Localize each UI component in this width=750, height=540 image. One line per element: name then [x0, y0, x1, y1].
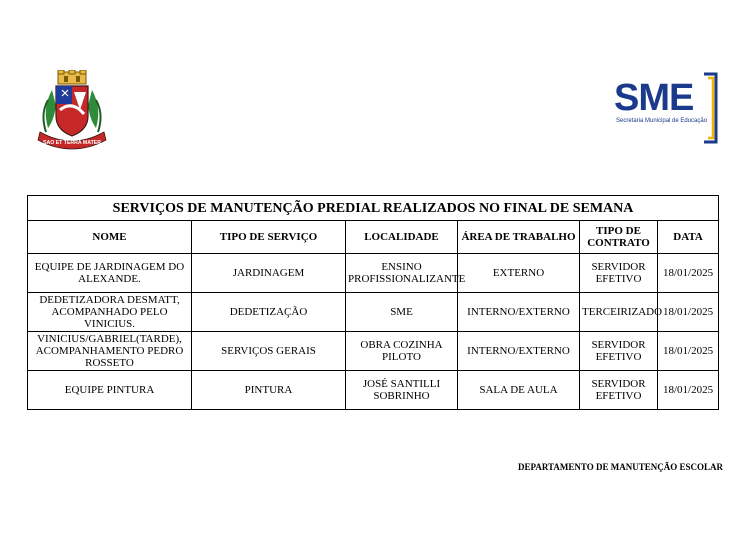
- cell-tipo-servico: JARDINAGEM: [192, 254, 346, 293]
- cell-tipo-servico: DEDETIZAÇÃO: [192, 293, 346, 332]
- cell-localidade: OBRA COZINHA PILOTO: [346, 332, 458, 371]
- sme-logo: [610, 70, 720, 144]
- cell-nome: DEDETIZADORA DESMATT, ACOMPANHADO PELO VINICIUS.: [28, 293, 192, 332]
- cell-data: 18/01/2025: [658, 371, 719, 410]
- header-localidade: LOCALIDADE: [346, 221, 458, 254]
- table-header-row: [28, 221, 719, 254]
- header-data: DATA: [658, 221, 719, 254]
- table-row: [28, 293, 719, 332]
- cell-tipo-contrato: SERVIDOR EFETIVO: [580, 371, 658, 410]
- cell-tipo-contrato: SERVIDOR EFETIVO: [580, 254, 658, 293]
- cell-data: 18/01/2025: [658, 332, 719, 371]
- crest-motto: SAO ET TERRA MATER: [43, 140, 101, 146]
- cell-tipo-contrato: SERVIDOR EFETIVO: [580, 332, 658, 371]
- table-row: [28, 332, 719, 371]
- cell-tipo-contrato: TERCEIRIZADO: [580, 293, 658, 332]
- cell-data: 18/01/2025: [658, 293, 719, 332]
- table-row: [28, 254, 719, 293]
- header-area-trabalho: ÁREA DE TRABALHO: [458, 221, 580, 254]
- municipal-crest-logo: [34, 70, 110, 152]
- table-row: [28, 371, 719, 410]
- cell-area: INTERNO/EXTERNO: [458, 332, 580, 371]
- header-tipo-servico: TIPO DE SERVIÇO: [192, 221, 346, 254]
- cell-tipo-servico: PINTURA: [192, 371, 346, 410]
- cell-area: SALA DE AULA: [458, 371, 580, 410]
- sme-logo-subtitle: Secretaria Municipal de Educação: [616, 118, 708, 124]
- cell-localidade: SME: [346, 293, 458, 332]
- cell-area: INTERNO/EXTERNO: [458, 293, 580, 332]
- cell-nome: VINICIUS/GABRIEL(TARDE), ACOMPANHAMENTO PEDRO ROSSETO: [28, 332, 192, 371]
- cell-data: 18/01/2025: [658, 254, 719, 293]
- sme-logo-text: SME: [614, 77, 694, 119]
- header-nome: NOME: [28, 221, 192, 254]
- cell-nome: EQUIPE DE JARDINAGEM DO ALEXANDE.: [28, 254, 192, 293]
- cell-nome: EQUIPE PINTURA: [28, 371, 192, 410]
- header-tipo-contrato: TIPO DE CONTRATO: [580, 221, 658, 254]
- table-title: SERVIÇOS DE MANUTENÇÃO PREDIAL REALIZADOS NO FINAL DE SEMANA: [28, 196, 719, 221]
- cell-tipo-servico: SERVIÇOS GERAIS: [192, 332, 346, 371]
- cell-localidade: ENSINO PROFISSIONALIZANTE: [346, 254, 458, 293]
- department-footer: DEPARTAMENTO DE MANUTENÇÃO ESCOLAR: [518, 462, 723, 472]
- book-bracket-icon: [702, 72, 720, 144]
- cell-area: EXTERNO: [458, 254, 580, 293]
- cell-localidade: JOSÉ SANTILLI SOBRINHO: [346, 371, 458, 410]
- maintenance-report-table: [27, 195, 719, 410]
